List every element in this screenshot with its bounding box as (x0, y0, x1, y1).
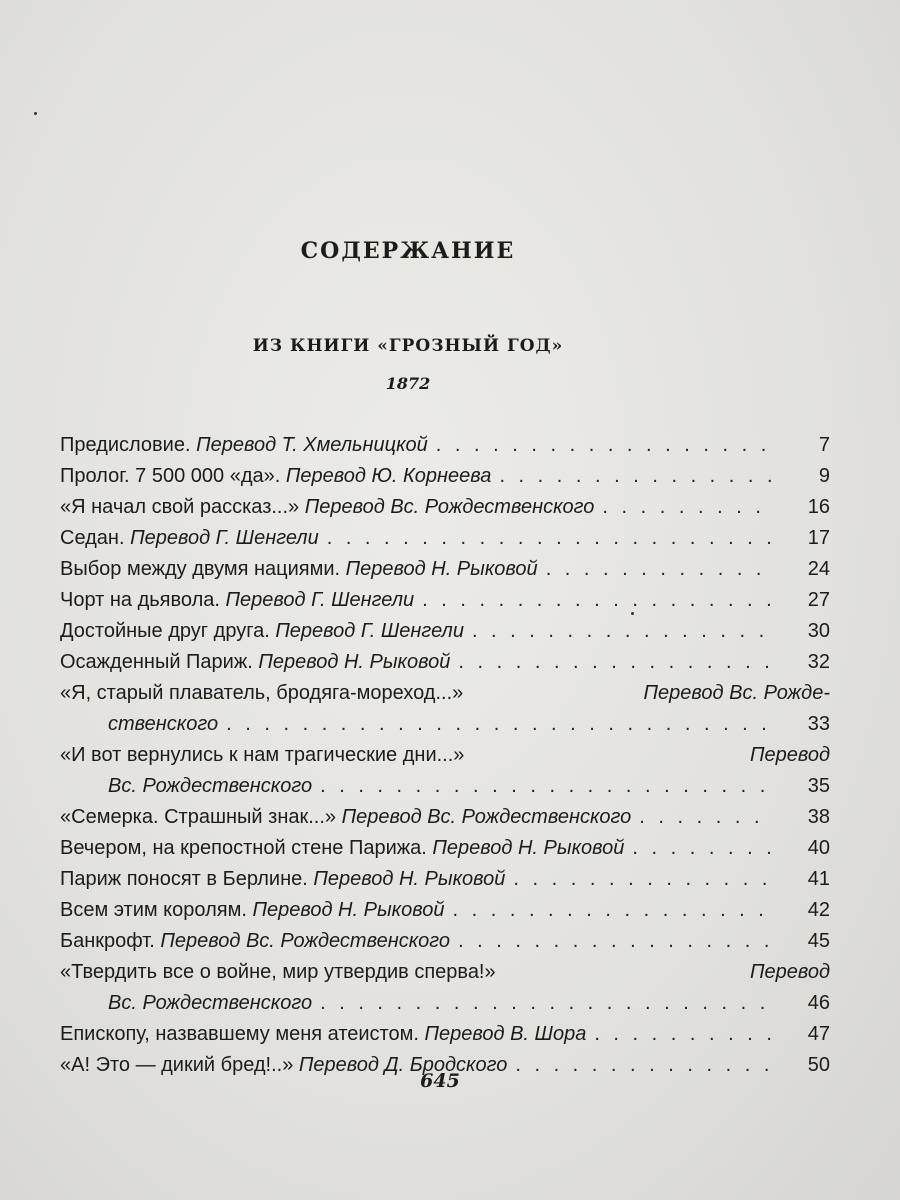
toc-entry-page: 17 (807, 527, 830, 549)
toc-entry-continuation (60, 988, 830, 1019)
section-year: 1872 (385, 374, 431, 393)
dot-leader (444, 895, 774, 926)
dot-leader (450, 926, 774, 957)
table-of-contents (60, 430, 830, 1081)
toc-entry-translator: Перевод Ю. Корнеева (285, 465, 492, 487)
toc-entry (60, 616, 830, 647)
toc-entry-title: Вечером, на крепостной стене Парижа. (60, 837, 433, 859)
toc-entry-translator: Вс. Рождественского (108, 992, 313, 1014)
toc-entry-text (60, 802, 631, 833)
toc-entry-text (60, 585, 414, 616)
toc-entry-title: Достойные друг друга. (60, 620, 276, 642)
toc-entry-page: 24 (807, 558, 830, 580)
dot-leader (450, 647, 774, 678)
toc-entry-title: Предисловие. (60, 434, 197, 456)
toc-entry-page: 38 (807, 806, 830, 828)
toc-entry-page: 33 (807, 713, 830, 735)
toc-entry-title: «Я начал свой рассказ...» (60, 496, 305, 518)
toc-entry-title: «И вот вернулись к нам трагические дни...» (60, 744, 465, 766)
toc-entry-page: 42 (807, 899, 830, 921)
toc-entry-page: 16 (807, 496, 830, 518)
toc-entry-translator: Перевод Вс. Рождественского (160, 930, 451, 952)
toc-entry-translator: Перевод Вс. Рождественского (304, 496, 595, 518)
toc-entry-translator: Перевод Г. Шенгели (275, 620, 464, 642)
toc-entry-translator: Перевод Вс. Рожде- (643, 682, 830, 704)
toc-entry-title: Чорт на дьявола. (60, 589, 226, 611)
toc-entry (60, 492, 830, 523)
toc-entry-text (60, 957, 830, 988)
toc-entry-text (108, 988, 312, 1019)
dot-leader (218, 709, 774, 740)
toc-entry-translator: Перевод Н. Рыковой (258, 651, 451, 673)
toc-entry-title: Выбор между двумя нациями. (60, 558, 346, 580)
dot-leader (594, 492, 774, 523)
toc-entry-continuation (60, 771, 830, 802)
toc-entry (60, 430, 830, 461)
toc-entry-translator: Вс. Рождественского (108, 775, 313, 797)
toc-entry (60, 647, 830, 678)
toc-entry-title: «Семерка. Страшный знак...» (60, 806, 342, 828)
toc-entry (60, 523, 830, 554)
toc-entry-page: 7 (818, 434, 830, 456)
toc-entry-title: Всем этим королям. (60, 899, 253, 921)
dot-leader (312, 771, 774, 802)
dot-leader (464, 616, 774, 647)
toc-entry-translator: Перевод Н. Рыковой (313, 868, 506, 890)
toc-entry-text (60, 647, 450, 678)
toc-entry-translator: Перевод (749, 744, 830, 766)
toc-entry (60, 833, 830, 864)
toc-entry-text (60, 833, 624, 864)
print-speck (34, 112, 37, 115)
dot-leader (538, 554, 774, 585)
toc-entry-text (60, 678, 830, 709)
toc-entry-translator: Перевод Вс. Рождественского (341, 806, 632, 828)
toc-entry-title: Осажденный Париж. (60, 651, 259, 673)
dot-leader (491, 461, 774, 492)
toc-entry-title: Седан. (60, 527, 131, 549)
toc-entry-page: 27 (807, 589, 830, 611)
dot-leader (312, 988, 774, 1019)
toc-entry-page: 50 (807, 1054, 830, 1076)
toc-entry (60, 740, 830, 771)
toc-entry-translator: Перевод Г. Шенгели (130, 527, 319, 549)
toc-entry-text (60, 926, 450, 957)
toc-entry (60, 461, 830, 492)
toc-entry (60, 802, 830, 833)
toc-entry-text (108, 709, 218, 740)
toc-entry-page: 9 (818, 465, 830, 487)
toc-entry-translator: Перевод Д. Бродского (298, 1054, 508, 1076)
dot-leader (319, 523, 774, 554)
toc-entry (60, 957, 830, 988)
toc-entry-title: «А! Это — дикий бред!..» (60, 1054, 299, 1076)
toc-entry-translator: Перевод Т. Хмельницкой (196, 434, 428, 456)
toc-entry-page: 32 (807, 651, 830, 673)
toc-entry-title: «Твердить все о войне, мир утвердив сперва!» (60, 961, 496, 983)
toc-entry (60, 678, 830, 709)
dot-leader (624, 833, 774, 864)
toc-entry-text (108, 771, 312, 802)
toc-entry (60, 926, 830, 957)
toc-entry-text (60, 740, 830, 771)
dot-leader (586, 1019, 774, 1050)
toc-entry-title: Банкрофт. (60, 930, 161, 952)
dot-leader (428, 430, 774, 461)
toc-entry-title: Епископу, назвавшему меня атеистом. (60, 1023, 425, 1045)
toc-entry-page: 47 (807, 1023, 830, 1045)
page-number: 645 (420, 1070, 460, 1092)
toc-entry-translator: Перевод Н. Рыковой (432, 837, 625, 859)
toc-entry (60, 864, 830, 895)
toc-entry-text (60, 523, 319, 554)
toc-entry-page: 46 (807, 992, 830, 1014)
contents-heading: СОДЕРЖАНИЕ (300, 238, 516, 264)
dot-leader (505, 864, 774, 895)
toc-entry-line (60, 957, 830, 988)
dot-leader (414, 585, 774, 616)
toc-entry-page: 40 (807, 837, 830, 859)
toc-entry-translator: Перевод Н. Рыковой (345, 558, 538, 580)
toc-entry-text (60, 492, 594, 523)
toc-entry-page: 30 (807, 620, 830, 642)
toc-entry-title: Пролог. 7 500 000 «да». (60, 465, 286, 487)
toc-entry-translator: ственского (108, 713, 219, 735)
toc-entry-line (60, 678, 830, 709)
toc-entry-translator: Перевод (749, 961, 830, 983)
toc-entry-text (60, 864, 505, 895)
toc-entry-text (60, 616, 464, 647)
toc-entry-text (60, 461, 491, 492)
toc-entry-text (60, 430, 428, 461)
toc-entry-page: 35 (807, 775, 830, 797)
toc-entry-translator: Перевод Н. Рыковой (252, 899, 445, 921)
toc-entry-continuation (60, 709, 830, 740)
toc-entry-title: «Я, старый плаватель, бродяга-мореход...» (60, 682, 464, 704)
section-title: ИЗ КНИГИ «ГРОЗНЫЙ ГОД» (252, 336, 564, 356)
toc-entry-page: 45 (807, 930, 830, 952)
toc-entry-text (60, 1019, 586, 1050)
toc-entry-page: 41 (807, 868, 830, 890)
toc-entry-translator: Перевод В. Шора (424, 1023, 587, 1045)
toc-entry-title: Париж поносят в Берлине. (60, 868, 314, 890)
toc-entry (60, 554, 830, 585)
toc-entry-line (60, 740, 830, 771)
toc-entry (60, 585, 830, 616)
toc-entry (60, 895, 830, 926)
toc-entry (60, 1019, 830, 1050)
toc-entry-text (60, 554, 538, 585)
dot-leader (631, 802, 774, 833)
toc-entry-translator: Перевод Г. Шенгели (225, 589, 415, 611)
toc-entry-text (60, 895, 444, 926)
